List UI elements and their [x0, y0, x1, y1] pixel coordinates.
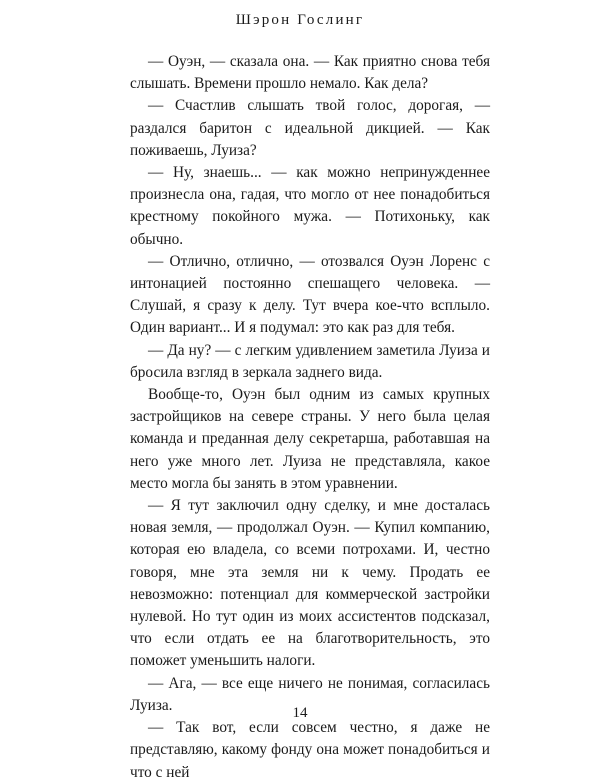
page-number: 14 — [292, 705, 308, 721]
paragraph-4: — Отлично, отлично, — отозвался Оуэн Лоренс с интонацией постоянно спешащего человека. — Слушай, я сразу к делу. Тут вчера кое-что всплыло. Один вариант... И я подумал: это как раз для тебя. — [130, 252, 490, 337]
paragraph-5: — Да ну? — с легким удивлением заметила Луиза и бросила взгляд в зеркала заднего вида. — [130, 341, 490, 381]
paragraph-7: — Я тут заключил одну сделку, и мне досталась новая земля, — продолжал Оуэн. — Купил компанию, которая ею владела, со всеми потрохами. И, честно говоря, мне эта земля ни к чему. Продать ее невозможно: потенциал для коммерческой застройки нулевой. Но тут один из моих ассистентов подсказал, что если отдать ее на благотворительность, это поможет уменьшить налоги. — [130, 497, 490, 670]
paragraph-3: — Ну, знаешь... — как можно непринужденнее произнесла она, гадая, что могло от нее понадобиться крестному покойного мужа. — Потихоньку, как обычно. — [130, 164, 490, 248]
paragraph-9: — Так вот, если совсем честно, я даже не представляю, какому фонду она может понадобиться и что с ней — [130, 719, 490, 781]
paragraph-6: Вообще-то, Оуэн был одним из самых крупных застройщиков на севере страны. У него была целая команда и преданная делу секретарша, работавшая на него уже много лет. Луиза не представляла, какое место могла бы занять в этом уравнении. — [130, 386, 490, 492]
paragraph-8: — Ага, — все еще ничего не понимая, согласилась Луиза. — [130, 674, 490, 714]
paragraph-2: — Счастлив слышать твой голос, дорогая, — раздался баритон с идеальной дикцией. — Как поживаешь, Луиза? — [130, 97, 490, 159]
running-head: Шэрон Гослинг — [235, 12, 365, 28]
paragraph-1: — Оуэн, — сказала она. — Как приятно снова тебя слышать. Времени прошло немало. Как дела? — [130, 53, 490, 93]
body-text — [130, 51, 490, 784]
